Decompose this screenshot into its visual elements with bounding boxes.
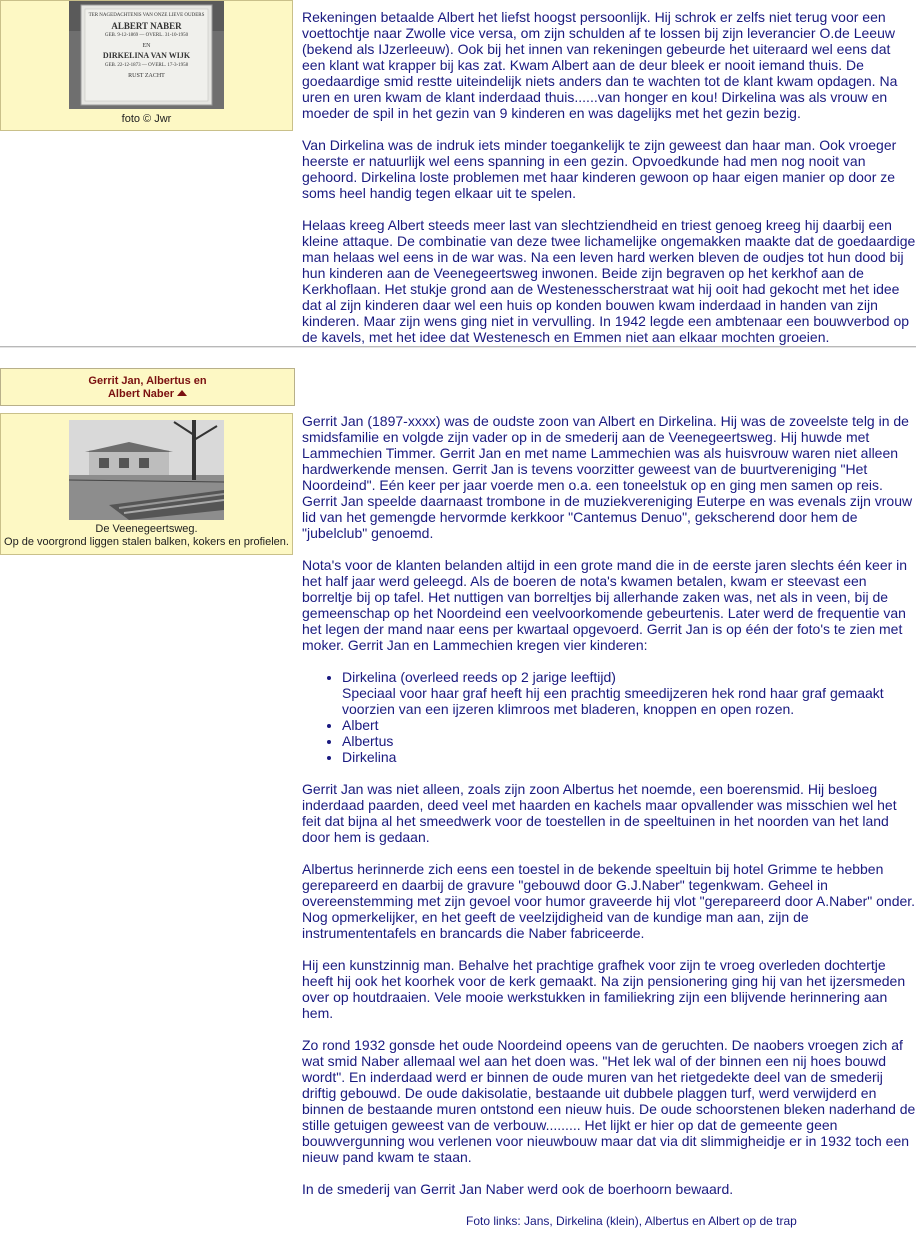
- child-name: Dirkelina: [342, 749, 397, 765]
- child-name: Dirkelina (overleed reeds op 2 jarige leeftijd): [342, 669, 616, 685]
- stone-line-2: GEB. 9-12-1869 — OVERL. 31-10-1950: [104, 33, 189, 38]
- child-name: Albertus: [342, 733, 394, 749]
- list-item: [342, 733, 916, 749]
- section2-paragraph: Zo rond 1932 gonsde het oude Noordeind opeens van de geruchten. De naobers vroegen zich af wat smid Naber allemaal wel aan het doen was. "Het lek wal of der binnen een nij hoes bouwd wordt". En inderdaad werd er binnen de oude muren van het rietgedekte deel van de smederij driftig gebouwd. De oude dakisolatie, bestaande uit dubbele plaggen turf, werd verwijderd en binnen de bestaande muren ontstond een nieuw huis. De oude schoorstenen bleken naderhand de stille getuigen geweest van de verbouw......... Het lijkt er hier op dat de gemeente geen bouwvergunning wou verlenen voor nieuwbouw maar dat via dit slimmigheidje er in 1932 toch een nieuw pand kwam te staan.: [302, 1037, 916, 1165]
- stone-line-5: GEB. 22-12-1873 — OVERL. 17-3-1958: [104, 63, 189, 68]
- street-caption-line-2: Op de voorgrond liggen stalen balken, kokers en profielen.: [4, 536, 289, 548]
- section1-text: [302, 9, 916, 361]
- gravestone-photo: [69, 1, 224, 109]
- heading-line-2: Albert Naber: [107, 388, 175, 400]
- veenegeertsweg-image: [69, 420, 224, 520]
- children-list: [302, 669, 916, 765]
- section2-text: [302, 413, 916, 1245]
- child-name: Albert: [342, 717, 379, 733]
- back-to-top-icon[interactable]: [177, 390, 187, 396]
- gravestone-photo-box: [0, 0, 293, 131]
- stone-line-6: RUST ZACHT: [128, 73, 165, 79]
- list-item: [342, 717, 916, 733]
- section1-paragraph: Rekeningen betaalde Albert het liefst hoogst persoonlijk. Hij schrok er zelfs niet terug voor een voettochtje naar Zwolle vice versa, om zijn schulden af te lossen bij zijn leverancier O.de Leeuw (bekend als IJzerleeuw). Ook bij het innen van rekeningen gebeurde het uiteraard wel eens dat een klant wat krapper bij kas zat. Kwam Albert aan de deur bleek er nooit iemand thuis. De goedaardige smid restte uiteindelijk niets anders dan te wachten tot de klant kwam opdagen. Na uren en uren kwam de klant inderdaad thuis......van honger en kou! Dirkelina was als vrouw en moeder de spil in het gezin van 9 kinderen en was dagelijks met het gezin bezig.: [302, 9, 898, 121]
- stone-line-1: ALBERT NABER: [111, 21, 182, 31]
- heading-line-1: Gerrit Jan, Albertus en: [88, 375, 207, 387]
- stone-line-0: TER NAGEDACHTENIS VAN ONZE LIEVE OUDERS: [88, 13, 205, 18]
- gravestone-caption: foto © Jwr: [121, 113, 172, 125]
- street-caption-line-1: De Veenegeertsweg.: [95, 523, 198, 535]
- section2-paragraph: Albertus herinnerde zich eens een toestel in de bekende speeltuin bij hotel Grimme te hebben gerepareerd en daarbij de gravure "gebouwd door G.J.Naber" tegenkwam. Geheel in overeenstemming met zijn gevoel voor humor graveerde hij vlot "gerepareerd door A.Naber" onder. Nog opmerkelijker, en het geeft de veelzijdigheid van de kundige man aan, zijn de instrumententafels en brancards die Naber fabriceerde.: [302, 861, 916, 941]
- street-photo: [69, 420, 224, 520]
- section-divider: [0, 346, 916, 348]
- section2-paragraph: Gerrit Jan was niet alleen, zoals zijn zoon Albertus het noemde, een boerensmid. Hij besloeg inderdaad paarden, deed veel met haarden en kachels maar opvallender was misschien wel het feit dat bijna al het smeedwerk voor de toestellen in de speeltuinen in het noorden van het land door hem is gedaan.: [302, 781, 897, 845]
- section1-paragraph: Helaas kreeg Albert steeds meer last van slechtziendheid en triest genoeg kreeg hij daarbij een kleine attaque. De combinatie van deze twee lichamelijke ongemakken maakte dat de goedaardige man helaas wel eens in de war was. Na een leven hard werken bleven de oudjes tot hun dood bij hun kinderen aan de Veenegeertsweg inwonen. Beide zijn begraven op het kerkhof aan de Kerkhoflaan. Het stukje grond aan de Westenesscherstraat wat hij ooit had gekocht met het idee dat al zijn kinderen daar wel een huis op konden bouwen kwam inderdaad in handen van zijn kinderen. Maar zijn wens ging niet in vervulling. In 1942 legde een ambtenaar een bouwverbod op de kavels, met het idee dat Westenesch en Emmen niet aan elkaar mochten groeien.: [302, 217, 916, 345]
- stone-line-3: EN: [142, 43, 151, 49]
- stone-line-4: DIRKELINA VAN WIJK: [102, 51, 191, 60]
- child-note: Speciaal voor haar graf heeft hij een prachtig smeedijzeren hek rond haar graf gemaakt voorzien van een ijzeren klimroos met bladeren, knoppen en open rozen.: [342, 685, 884, 717]
- section2-paragraph: Gerrit Jan (1897-xxxx) was de oudste zoon van Albert en Dirkelina. Hij was de zoveelste telg in de smidsfamilie en volgde zijn vader op in de smederij aan de Veenegeertsweg. Hij huwde met Lammechien Timmer. Gerrit Jan en met name Lammechien was als huisvrouw waren niet alleen hardwerkende mensen. Gerrit Jan is tevens voorzitter geweest van de buurtvereniging "Het Noordeind". Eén keer per jaar voerde men o.a. een toneelstuk op en ging men samen op reis. Gerrit Jan speelde daarnaast trombone in de muziekvereniging Euterpe en was evenals zijn vrouw lid van het gemengde hervormde kerkkoor "Cantemus Denuo", gekscherend door hem de "jubelclub" genoemd.: [302, 413, 913, 541]
- section2-paragraph: In de smederij van Gerrit Jan Naber werd ook de boerhoorn bewaard.: [302, 1181, 734, 1197]
- list-item: [342, 749, 916, 765]
- section-heading: [0, 368, 295, 406]
- heading-line-2-row: [1, 388, 294, 401]
- list-item: [342, 669, 916, 717]
- street-photo-box: [0, 413, 293, 555]
- section2-paragraph: Hij een kunstzinnig man. Behalve het prachtige grafhek voor zijn te vroeg overleden dochtertje heeft hij ook het koorhek voor de kerk gemaakt. Na zijn pensionering ging hij van het ijzersmeden over op houtdraaien. Vele mooie werkstukken in familiekring zijn een blijvende herinnering aan hem.: [302, 957, 906, 1021]
- section2-paragraph: Nota's voor de klanten belanden altijd in een grote mand die in de eerste jaren slechts één keer in het half jaar werd geleegd. Als de boeren de nota's kwamen betalen, kwam er steevast een borreltje bij op tafel. Het nuttigen van borreltjes bij allerhande zaken was, net als in veen, bij de gemeenschap op het Noordeind een veelvoorkomende gebeurtenis. Later werd de frequentie van het legen der mand naar eens per kwartaal opgevoerd. Gerrit Jan is op één der foto's te zien met moker. Gerrit Jan en Lammechien kregen vier kinderen:: [302, 557, 908, 653]
- section1-paragraph: Van Dirkelina was de indruk iets minder toegankelijk te zijn geweest dan haar man. Ook vroeger heerste er natuurlijk wel eens spanning in een gezin. Opvoedkunde had men nog nooit van gehoord. Dirkelina loste problemen met haar kinderen gewoon op haar eigen manier op door ze soms heel handig tegen elkaar uit te spelen.: [302, 137, 897, 201]
- cut-off-caption: Foto links: Jans, Dirkelina (klein), Albertus en Albert op de trap: [466, 1214, 797, 1228]
